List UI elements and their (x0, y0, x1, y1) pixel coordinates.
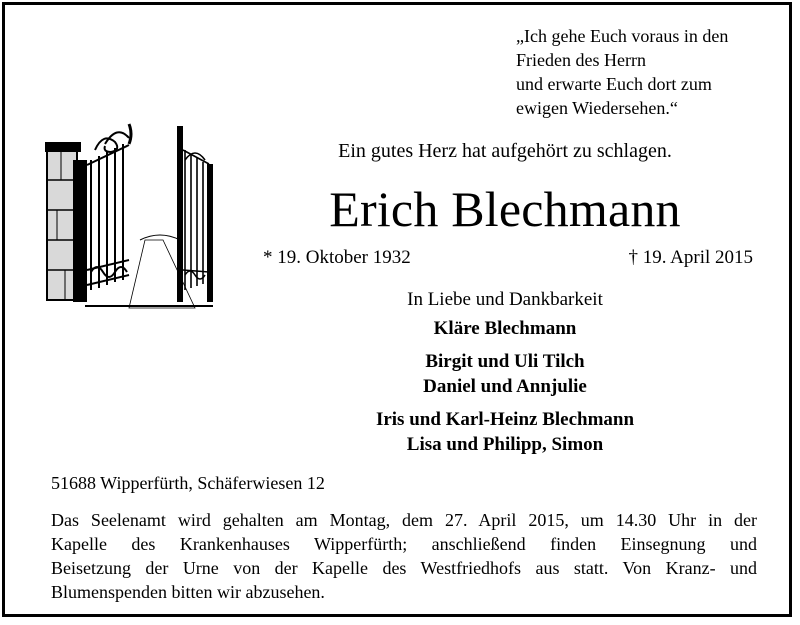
mourner-line: Kläre Blechmann (433, 318, 577, 339)
quote-line: ewigen Wiedersehen.“ (516, 98, 678, 118)
mourner-line: Daniel und Annjulie (423, 376, 587, 397)
gate-icon (45, 120, 215, 310)
mourner-group (255, 349, 755, 399)
obituary-notice (2, 2, 792, 617)
notice-line: Das Seelenamt wird gehalten am Montag, dem 27. April 2015, um 14.30 Uhr in der (51, 510, 757, 530)
mourners-intro: In Liebe und Dankbarkeit (407, 289, 603, 310)
mourner-line: Lisa und Philipp, Simon (406, 434, 604, 455)
notice-line: Blumenspenden bitten wir abzusehen. (51, 582, 325, 602)
quote-line: und erwarte Euch dort zum (516, 74, 712, 94)
heading-text: Ein gutes Herz hat aufgehört zu schlagen. (338, 140, 672, 162)
notice-line: Kapelle des Krankenhauses Wipperfürth; anschließend finden Einsegnung und (51, 534, 757, 554)
mourner-group (255, 407, 755, 457)
bible-quote (516, 24, 786, 120)
notice-line: Beisetzung der Urne von der Kapelle des Westfriedhofs aus statt. Von Kranz- und (51, 558, 757, 578)
mourner-line: Birgit und Uli Tilch (425, 351, 585, 372)
life-dates (263, 245, 753, 271)
mourner-line: Iris und Karl-Heinz Blechmann (375, 409, 635, 430)
funeral-notice (51, 508, 757, 604)
address: 51688 Wipperfürth, Schäferwiesen 12 (51, 473, 325, 493)
quote-line: Frieden des Herrn (516, 50, 646, 70)
death-date: † 19. April 2015 (628, 247, 753, 268)
mourners-block (255, 287, 755, 465)
mourner-group (255, 316, 755, 341)
quote-line: „Ich gehe Euch voraus in den (516, 26, 729, 46)
birth-date: * 19. Oktober 1932 (263, 247, 411, 268)
deceased-name: Erich Blechmann (329, 181, 681, 237)
